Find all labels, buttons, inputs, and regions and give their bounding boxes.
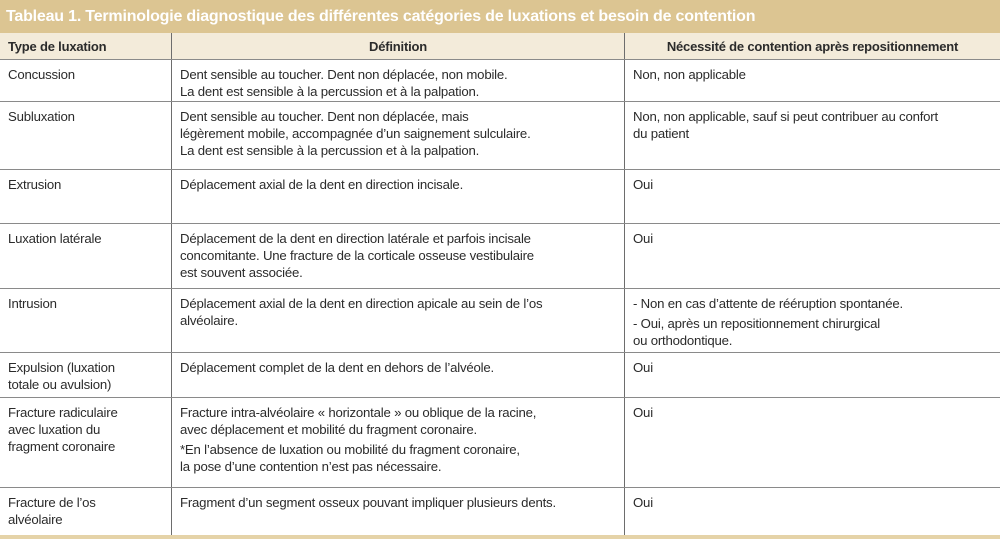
cell-definition-line: *En l’absence de luxation ou mobilité du fragment coronaire,	[180, 442, 520, 457]
cell-type-line: avec luxation du	[8, 422, 101, 437]
cell-definition-line: Fragment d’un segment osseux pouvant impliquer plusieurs dents.	[180, 495, 556, 510]
cell-contention-line: - Oui, après un repositionnement chirurgical	[633, 316, 881, 331]
cell-definition	[171, 60, 624, 101]
cell-contention-line: - Non en cas d’attente de rééruption spontanée.	[633, 296, 903, 311]
cell-type	[0, 353, 171, 397]
cell-contention-line: Oui	[633, 177, 653, 192]
table-title: Tableau 1. Terminologie diagnostique des différentes catégories de luxations et besoin de contention	[0, 0, 1000, 33]
table-header-row	[0, 33, 1000, 60]
cell-type-line: Fracture de l’os	[8, 495, 96, 510]
cell-definition-line: Dent sensible au toucher. Dent non déplacée, mais	[180, 109, 469, 124]
cell-type	[0, 170, 171, 223]
cell-definition-line: Fracture intra-alvéolaire « horizontale » ou oblique de la racine,	[180, 405, 537, 420]
table-row	[0, 224, 1000, 289]
cell-definition-line: alvéolaire.	[180, 313, 238, 328]
cell-type	[0, 224, 171, 288]
cell-contention	[624, 60, 1000, 101]
cell-type-line: Subluxation	[8, 109, 75, 124]
cell-type	[0, 398, 171, 487]
cell-contention	[624, 398, 1000, 487]
cell-definition-line: avec déplacement et mobilité du fragment coronaire.	[180, 422, 477, 437]
cell-definition	[171, 170, 624, 223]
cell-type-line: Extrusion	[8, 177, 62, 192]
cell-definition-line: la pose d’une contention n’est pas nécessaire.	[180, 459, 442, 474]
cell-definition-line: La dent est sensible à la percussion et à la palpation.	[180, 84, 480, 99]
cell-contention	[624, 102, 1000, 169]
cell-type-line: Concussion	[8, 67, 75, 82]
cell-contention-line: Non, non applicable	[633, 67, 746, 82]
cell-type-line: Intrusion	[8, 296, 57, 311]
cell-type-line: alvéolaire	[8, 512, 63, 527]
cell-definition-line: Déplacement complet de la dent en dehors de l’alvéole.	[180, 360, 494, 375]
cell-definition-line: La dent est sensible à la percussion et à la palpation.	[180, 143, 480, 158]
table-row	[0, 488, 1000, 536]
cell-contention	[624, 353, 1000, 397]
cell-definition-line: légèrement mobile, accompagnée d’un saignement sulculaire.	[180, 126, 531, 141]
cell-contention	[624, 170, 1000, 223]
cell-contention-line: Oui	[633, 360, 653, 375]
table-row	[0, 289, 1000, 353]
cell-definition-line: Déplacement de la dent en direction latérale et parfois incisale	[180, 231, 531, 246]
cell-type	[0, 488, 171, 536]
cell-type-line: totale ou avulsion)	[8, 377, 112, 392]
cell-type-line: Expulsion (luxation	[8, 360, 115, 375]
bottom-rule	[0, 535, 1000, 539]
cell-definition-line: est souvent associée.	[180, 265, 303, 280]
cell-definition-line: Déplacement axial de la dent en direction apicale au sein de l’os	[180, 296, 543, 311]
cell-contention-line: du patient	[633, 126, 689, 141]
cell-definition-line: Déplacement axial de la dent en direction incisale.	[180, 177, 464, 192]
cell-definition-line: concomitante. Une fracture de la corticale osseuse vestibulaire	[180, 248, 534, 263]
table-row	[0, 398, 1000, 488]
cell-definition	[171, 353, 624, 397]
cell-type	[0, 60, 171, 101]
cell-contention	[624, 488, 1000, 536]
cell-type	[0, 102, 171, 169]
cell-type-line: Fracture radiculaire	[8, 405, 118, 420]
cell-contention-line: Oui	[633, 495, 653, 510]
cell-contention-line: ou orthodontique.	[633, 333, 733, 348]
cell-definition	[171, 102, 624, 169]
cell-definition-line: Dent sensible au toucher. Dent non déplacée, non mobile.	[180, 67, 508, 82]
cell-definition	[171, 488, 624, 536]
column-header-type: Type de luxation	[8, 39, 107, 54]
cell-type	[0, 289, 171, 352]
table-row	[0, 102, 1000, 170]
column-header-definition: Définition	[171, 33, 624, 59]
cell-definition	[171, 289, 624, 352]
cell-contention	[624, 224, 1000, 288]
table-row	[0, 353, 1000, 398]
column-header-contention: Nécessité de contention après repositionnement	[624, 33, 1000, 59]
cell-contention-line: Oui	[633, 405, 653, 420]
cell-definition	[171, 398, 624, 487]
cell-contention	[624, 289, 1000, 352]
cell-definition	[171, 224, 624, 288]
cell-contention-line: Non, non applicable, sauf si peut contribuer au confort	[633, 109, 938, 124]
table-row	[0, 170, 1000, 224]
cell-type-line: fragment coronaire	[8, 439, 116, 454]
table-row	[0, 60, 1000, 102]
cell-contention-line: Oui	[633, 231, 653, 246]
cell-type-line: Luxation latérale	[8, 231, 102, 246]
